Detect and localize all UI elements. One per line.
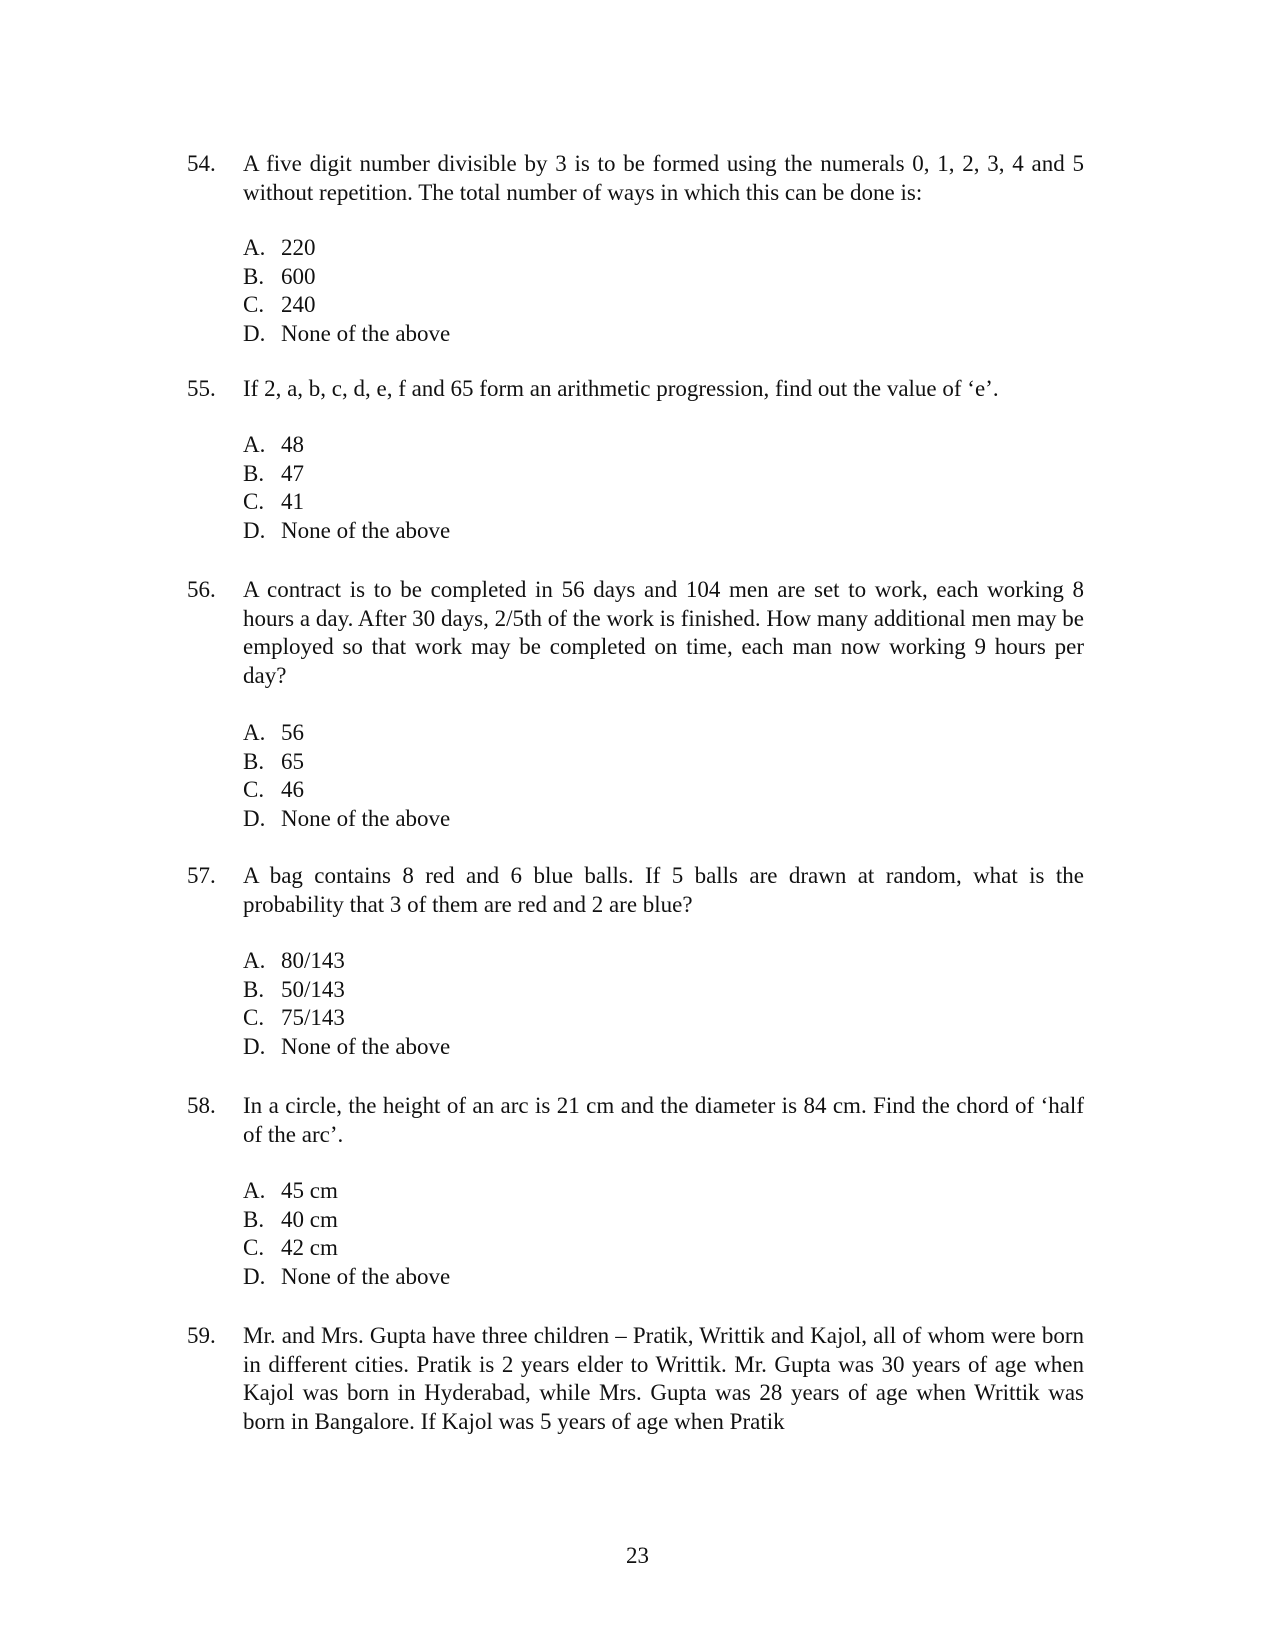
option-d <box>243 1263 843 1292</box>
question-number: 54. <box>187 151 216 176</box>
option-letter: A. <box>243 432 266 457</box>
option-text: 41 <box>281 489 304 515</box>
option-text: 220 <box>281 235 316 260</box>
question-number: 58. <box>187 1093 216 1118</box>
option-b <box>243 1206 843 1235</box>
question-text: In a circle, the height of an arc is 21 cm and the diameter is 84 cm. Find the chord of ‘half of the arc’. <box>243 1093 1084 1147</box>
option-b <box>243 460 843 489</box>
option-text: 47 <box>281 460 304 486</box>
option-text: None of the above <box>281 1264 451 1290</box>
option-a <box>243 234 843 263</box>
option-text: 40 cm <box>281 1206 338 1232</box>
option-letter: B. <box>243 748 265 774</box>
option-letter: D. <box>243 1264 266 1290</box>
option-text: None of the above <box>281 1034 451 1060</box>
option-letter: D. <box>243 321 266 347</box>
option-a <box>243 719 843 748</box>
question-text: Mr. and Mrs. Gupta have three children – Pratik, Writtik and Kajol, all of whom were born in different cities. Pratik is 2 years elder to Writtik. Mr. Gupta was 30 years of age when Kajol was born in Hyderabad, while Mrs. Gupta was 28 years of age when Writtik was born in Bangalore. If Kajol was 5 years of age when Pratik <box>243 1323 1084 1434</box>
option-letter: B. <box>243 263 265 289</box>
option-letter: C. <box>243 489 265 515</box>
option-a <box>243 431 843 460</box>
option-letter: D. <box>243 806 266 832</box>
answer-options <box>243 1177 843 1292</box>
option-letter: D. <box>243 1034 266 1060</box>
option-letter: C. <box>243 1235 265 1261</box>
option-letter: A. <box>243 235 266 260</box>
page-number: 23 <box>626 1543 649 1568</box>
option-text: 240 <box>281 292 316 318</box>
option-text: 50/143 <box>281 976 345 1002</box>
option-c <box>243 776 843 805</box>
option-letter: C. <box>243 292 265 318</box>
option-text: None of the above <box>281 321 451 347</box>
option-text: 46 <box>281 777 304 803</box>
option-text: 42 cm <box>281 1235 338 1261</box>
option-text: 80/143 <box>281 948 345 973</box>
option-text: 56 <box>281 720 304 745</box>
option-letter: B. <box>243 1206 265 1232</box>
question-text: A bag contains 8 red and 6 blue balls. If 5 balls are drawn at random, what is the probability that 3 of them are red and 2 are blue? <box>243 863 1084 917</box>
option-d <box>243 1033 843 1062</box>
question-number: 56. <box>187 577 216 602</box>
question-number: 59. <box>187 1323 216 1348</box>
answer-options <box>243 947 843 1062</box>
question-text: If 2, a, b, c, d, e, f and 65 form an arithmetic progression, find out the value of ‘e’. <box>243 376 999 401</box>
option-c <box>243 1234 843 1263</box>
option-letter: B. <box>243 976 265 1002</box>
option-letter: D. <box>243 518 266 544</box>
question-number: 55. <box>187 376 216 401</box>
option-text: 75/143 <box>281 1005 345 1031</box>
answer-options <box>243 234 843 349</box>
option-b <box>243 976 843 1005</box>
question-text: A contract is to be completed in 56 days and 104 men are set to work, each working 8 hours a day. After 30 days, 2/5th of the work is finished. How many additional men may be employed so that work may be completed on time, each man now working 9 hours per day? <box>243 577 1084 688</box>
option-text: 45 cm <box>281 1178 338 1203</box>
option-d <box>243 805 843 834</box>
option-letter: A. <box>243 1178 266 1203</box>
option-c <box>243 488 843 517</box>
option-a <box>243 947 843 976</box>
option-letter: C. <box>243 777 265 803</box>
answer-options <box>243 431 843 546</box>
option-b <box>243 263 843 292</box>
option-b <box>243 748 843 777</box>
question-text: A five digit number divisible by 3 is to be formed using the numerals 0, 1, 2, 3, 4 and 5 without repetition. The total number of ways in which this can be done is: <box>243 151 1084 205</box>
option-letter: B. <box>243 460 265 486</box>
option-d <box>243 320 843 349</box>
option-a <box>243 1177 843 1206</box>
option-d <box>243 517 843 546</box>
option-text: None of the above <box>281 518 451 544</box>
answer-options <box>243 719 843 834</box>
option-c <box>243 1004 843 1033</box>
option-letter: A. <box>243 948 266 973</box>
option-c <box>243 291 843 320</box>
question-number: 57. <box>187 863 216 888</box>
option-text: 65 <box>281 748 304 774</box>
option-text: None of the above <box>281 806 451 832</box>
option-letter: A. <box>243 720 266 745</box>
option-text: 600 <box>281 263 316 289</box>
option-letter: C. <box>243 1005 265 1031</box>
option-text: 48 <box>281 432 304 457</box>
